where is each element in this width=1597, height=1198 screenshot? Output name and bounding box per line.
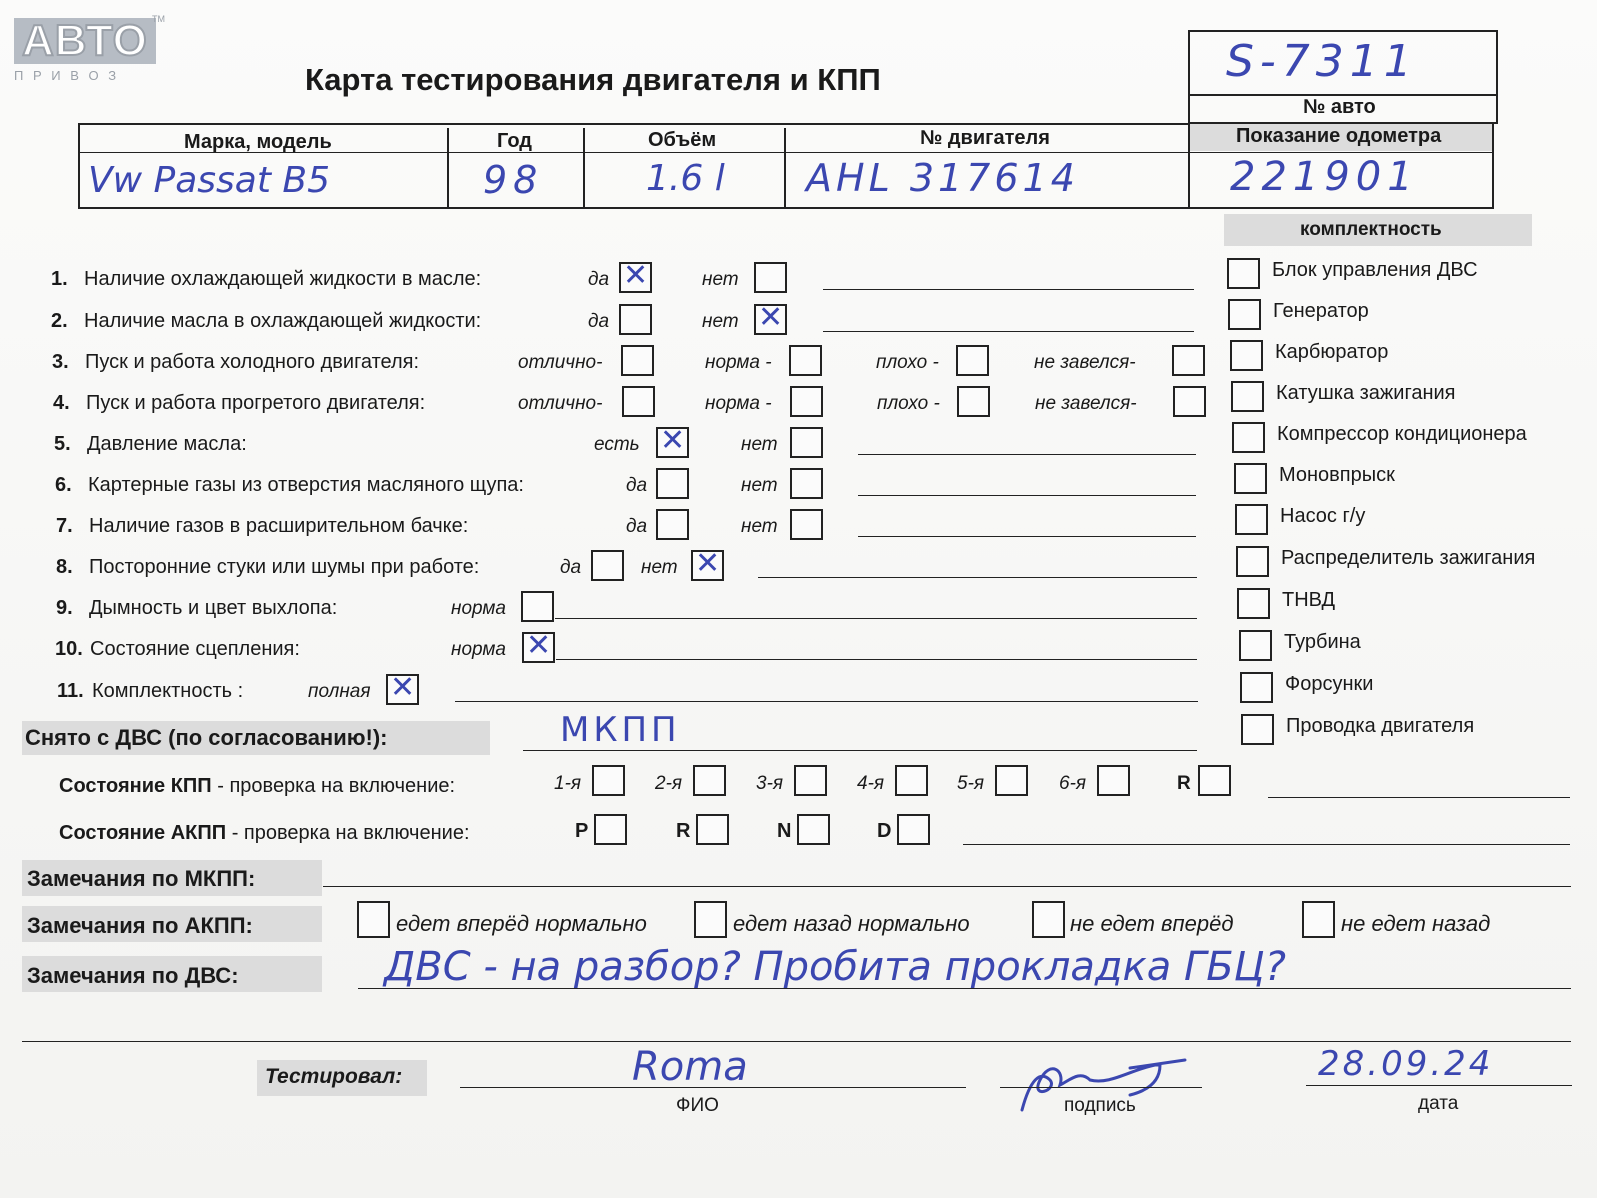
check-number: 1.	[51, 268, 68, 290]
check-label: Комплектность :	[92, 680, 244, 702]
kpp-gear-label: 3-я	[756, 773, 784, 794]
akpp-remark-label: едет назад нормально	[733, 911, 970, 936]
check-label: Дымность и цвет выхлопа:	[89, 597, 338, 619]
check-notes-line	[758, 577, 1197, 578]
check-label: Посторонние стуки или шумы при работе:	[89, 556, 480, 578]
check-option-checkbox[interactable]	[1173, 386, 1206, 417]
kpp-gear-checkbox[interactable]	[895, 765, 928, 796]
logo-sub: П Р И В О З	[14, 68, 120, 83]
check-mark-icon: ✕	[390, 670, 416, 705]
akpp-label-rest: - проверка на включение:	[226, 822, 470, 844]
akpp-remark-label: не едет вперёд	[1070, 911, 1234, 936]
kpp-gear-checkbox[interactable]	[693, 765, 726, 796]
check-notes-line	[858, 495, 1196, 496]
check-option-label: отлично-	[518, 393, 603, 414]
check-option-checkbox[interactable]	[754, 262, 787, 293]
table-col-divider-1	[447, 128, 449, 209]
akpp-remark-label: едет вперёд нормально	[396, 911, 647, 936]
kpp-gear-checkbox[interactable]	[1198, 765, 1231, 796]
completeness-item-label: Катушка зажигания	[1276, 382, 1456, 404]
tested-label: Тестировал:	[265, 1065, 403, 1088]
completeness-checkbox[interactable]	[1234, 463, 1267, 494]
value-volume: 1.6 l	[646, 158, 725, 199]
check-option-checkbox[interactable]	[656, 423, 689, 458]
check-label: Пуск и работа прогретого двигателя:	[86, 392, 426, 414]
check-label: Наличие масла в охлаждающей жидкости:	[84, 310, 482, 332]
header-year: Год	[497, 130, 532, 152]
check-mark-icon: ✕	[660, 423, 686, 458]
akpp-gear-label: R	[676, 820, 691, 842]
completeness-checkbox[interactable]	[1239, 630, 1272, 661]
check-label: Картерные газы из отверстия масляного щупа:	[88, 474, 524, 496]
check-option-label: нет	[741, 516, 778, 537]
header-volume: Объём	[648, 129, 717, 151]
signature-caption: подпись	[1064, 1095, 1136, 1116]
check-mark-icon: ✕	[695, 546, 721, 581]
akpp-gear-label: P	[575, 820, 589, 842]
akpp-remark-checkbox[interactable]	[694, 901, 727, 938]
check-option-checkbox[interactable]	[619, 258, 652, 293]
check-option-label: плохо -	[877, 393, 940, 414]
check-option-checkbox[interactable]	[386, 670, 419, 705]
table-col-divider-4	[1188, 123, 1190, 209]
header-brand-model: Марка, модель	[184, 131, 332, 153]
check-option-label: не завелся-	[1035, 393, 1137, 414]
check-option-checkbox[interactable]	[622, 386, 655, 417]
header-odometer: Показание одометра	[1236, 125, 1442, 147]
akpp-gear-label: N	[777, 820, 792, 842]
value-engine-number: AHL 317614	[806, 156, 1079, 200]
auto-number-value: S-7311	[1226, 36, 1418, 87]
check-option-label: да	[626, 475, 648, 496]
completeness-checkbox[interactable]	[1235, 504, 1268, 535]
auto-number-label: № авто	[1303, 96, 1376, 118]
remarks-mkpp-label: Замечания по МКПП:	[27, 866, 256, 891]
check-option-label: есть	[594, 434, 640, 455]
signature-line	[1000, 1087, 1202, 1088]
logo-text: АВТО	[14, 18, 156, 64]
check-notes-line	[555, 618, 1197, 619]
check-option-checkbox[interactable]	[957, 386, 990, 417]
akpp-remark-checkbox[interactable]	[1302, 901, 1335, 938]
check-option-checkbox[interactable]	[790, 427, 823, 458]
remarks-mkpp-line	[323, 886, 1571, 887]
check-option-label: да	[626, 516, 648, 537]
check-option-checkbox[interactable]	[789, 345, 822, 376]
check-option-checkbox[interactable]	[790, 509, 823, 540]
check-option-checkbox[interactable]	[1172, 345, 1205, 376]
completeness-item-label: Форсунки	[1285, 673, 1374, 695]
kpp-label-rest: - проверка на включение:	[211, 775, 456, 797]
check-option-label: нет	[741, 475, 778, 496]
check-number: 5.	[54, 433, 71, 455]
completeness-checkbox[interactable]	[1228, 299, 1261, 330]
check-number: 9.	[56, 597, 73, 619]
akpp-label	[59, 822, 470, 845]
kpp-gear-label: 4-я	[857, 773, 885, 794]
akpp-gear-checkbox[interactable]	[897, 814, 930, 845]
value-brand-model: Vw Passat B5	[88, 160, 331, 201]
completeness-item-label: Компрессор кондиционера	[1277, 423, 1527, 445]
kpp-label	[59, 775, 455, 798]
check-option-label: да	[588, 269, 610, 290]
kpp-label-bold: Состояние КПП	[59, 775, 212, 797]
akpp-remark-label: не едет назад	[1341, 911, 1491, 936]
completeness-checkbox[interactable]	[1232, 422, 1265, 453]
check-option-checkbox[interactable]	[956, 345, 989, 376]
kpp-gear-label: 2-я	[655, 773, 683, 794]
check-label: Давление масла:	[87, 433, 247, 455]
logo-tm: TM	[152, 14, 165, 24]
kpp-line	[1268, 797, 1570, 798]
completeness-item-label: Блок управления ДВС	[1272, 259, 1478, 281]
check-mark-icon: ✕	[623, 258, 649, 293]
table-col-divider-3	[784, 128, 786, 209]
akpp-gear-label: D	[877, 820, 892, 842]
akpp-gear-checkbox[interactable]	[696, 814, 729, 845]
check-option-checkbox[interactable]	[521, 591, 554, 622]
check-option-checkbox[interactable]	[656, 468, 689, 499]
check-option-label: нет	[641, 557, 678, 578]
completeness-checkbox[interactable]	[1227, 258, 1260, 289]
check-label: Наличие охлаждающей жидкости в масле:	[84, 268, 482, 290]
check-notes-line	[823, 331, 1194, 332]
completeness-item-label: Насос г/у	[1280, 505, 1366, 527]
akpp-label-bold: Состояние АКПП	[59, 822, 227, 844]
completeness-checkbox[interactable]	[1240, 672, 1273, 703]
remarks-dvs-label: Замечания по ДВС:	[27, 963, 239, 988]
check-option-label: нет	[702, 311, 739, 332]
date-value: 28.09.24	[1318, 1044, 1494, 1084]
check-option-label: да	[588, 311, 610, 332]
akpp-gear-checkbox[interactable]	[594, 814, 627, 845]
tester-name: Roma	[632, 1044, 748, 1090]
check-option-label: норма -	[705, 352, 772, 373]
completeness-item-label: Генератор	[1273, 300, 1369, 322]
check-option-label: норма	[451, 639, 506, 660]
check-notes-line	[556, 659, 1197, 660]
completeness-item-label: Проводка двигателя	[1286, 715, 1475, 737]
check-number: 6.	[55, 474, 72, 496]
akpp-remark-checkbox[interactable]	[1032, 901, 1065, 938]
completeness-checkbox[interactable]	[1236, 546, 1269, 577]
kpp-gear-label: 5-я	[957, 773, 985, 794]
completeness-title: комплектность	[1300, 219, 1442, 240]
check-notes-line	[858, 536, 1196, 537]
kpp-gear-checkbox[interactable]	[794, 765, 827, 796]
kpp-gear-label: 1-я	[554, 773, 582, 794]
check-notes-line	[455, 701, 1198, 702]
akpp-gear-checkbox[interactable]	[797, 814, 830, 845]
check-option-label: не завелся-	[1034, 352, 1136, 373]
check-label: Состояние сцепления:	[90, 638, 300, 660]
kpp-gear-label: R	[1177, 773, 1191, 794]
value-year: 98	[483, 158, 544, 202]
header-engine-number: № двигателя	[920, 127, 1050, 149]
value-odometer: 221901	[1230, 154, 1419, 200]
date-line	[1306, 1085, 1572, 1086]
completeness-item-label: ТНВД	[1282, 589, 1336, 611]
date-caption: дата	[1418, 1093, 1459, 1114]
completeness-item-label: Турбина	[1284, 631, 1361, 653]
kpp-gear-label: 6-я	[1059, 773, 1087, 794]
check-option-checkbox[interactable]	[591, 550, 624, 581]
check-option-label: плохо -	[876, 352, 939, 373]
check-option-checkbox[interactable]	[656, 509, 689, 540]
check-number: 4.	[53, 392, 70, 414]
check-option-label: полная	[308, 681, 371, 702]
remarks-dvs-value: ДВС - на разбор? Пробита прокладка ГБЦ?	[384, 944, 1286, 990]
completeness-checkbox[interactable]	[1237, 588, 1270, 619]
check-option-checkbox[interactable]	[790, 386, 823, 417]
check-option-checkbox[interactable]	[790, 468, 823, 499]
check-option-checkbox[interactable]	[754, 300, 787, 335]
removed-label: Снято с ДВС (по согласованию!):	[25, 725, 388, 750]
check-notes-line	[858, 454, 1196, 455]
check-mark-icon: ✕	[758, 300, 784, 335]
remarks-dvs-line	[358, 988, 1571, 989]
table-col-divider-2	[583, 128, 585, 209]
kpp-gear-checkbox[interactable]	[995, 765, 1028, 796]
removed-line	[523, 750, 1197, 751]
check-option-label: норма -	[705, 393, 772, 414]
remarks-extra-line	[22, 1041, 1571, 1042]
check-number: 8.	[56, 556, 73, 578]
check-number: 11.	[57, 680, 84, 702]
completeness-checkbox[interactable]	[1241, 714, 1274, 745]
check-option-checkbox[interactable]	[691, 546, 724, 581]
kpp-gear-checkbox[interactable]	[1097, 765, 1130, 796]
check-option-label: норма	[451, 598, 506, 619]
akpp-line	[963, 844, 1570, 845]
document-title: Карта тестирования двигателя и КПП	[305, 62, 881, 97]
completeness-item-label: Карбюратор	[1275, 341, 1389, 363]
check-option-checkbox[interactable]	[619, 304, 652, 335]
check-option-label: да	[560, 557, 582, 578]
check-option-label: отлично-	[518, 352, 603, 373]
check-number: 10.	[55, 638, 83, 660]
check-mark-icon: ✕	[526, 628, 552, 663]
kpp-gear-checkbox[interactable]	[592, 765, 625, 796]
check-number: 7.	[56, 515, 73, 537]
check-notes-line	[823, 289, 1194, 290]
completeness-item-label: Моновпрыск	[1279, 464, 1395, 486]
logo	[14, 14, 165, 83]
akpp-remark-checkbox[interactable]	[357, 901, 390, 938]
check-option-label: нет	[702, 269, 739, 290]
completeness-checkbox[interactable]	[1230, 340, 1263, 371]
check-number: 2.	[51, 310, 68, 332]
completeness-checkbox[interactable]	[1231, 381, 1264, 412]
check-label: Пуск и работа холодного двигателя:	[85, 351, 420, 373]
remarks-akpp-label: Замечания по АКПП:	[27, 913, 253, 938]
name-line	[460, 1087, 966, 1088]
completeness-item-label: Распределитель зажигания	[1281, 547, 1536, 569]
check-number: 3.	[52, 351, 69, 373]
check-label: Наличие газов в расширительном бачке:	[89, 515, 469, 537]
check-option-label: нет	[741, 434, 778, 455]
check-option-checkbox[interactable]	[522, 628, 555, 663]
check-option-checkbox[interactable]	[621, 345, 654, 376]
removed-value: МКПП	[560, 710, 681, 750]
name-caption: ФИО	[676, 1095, 719, 1116]
